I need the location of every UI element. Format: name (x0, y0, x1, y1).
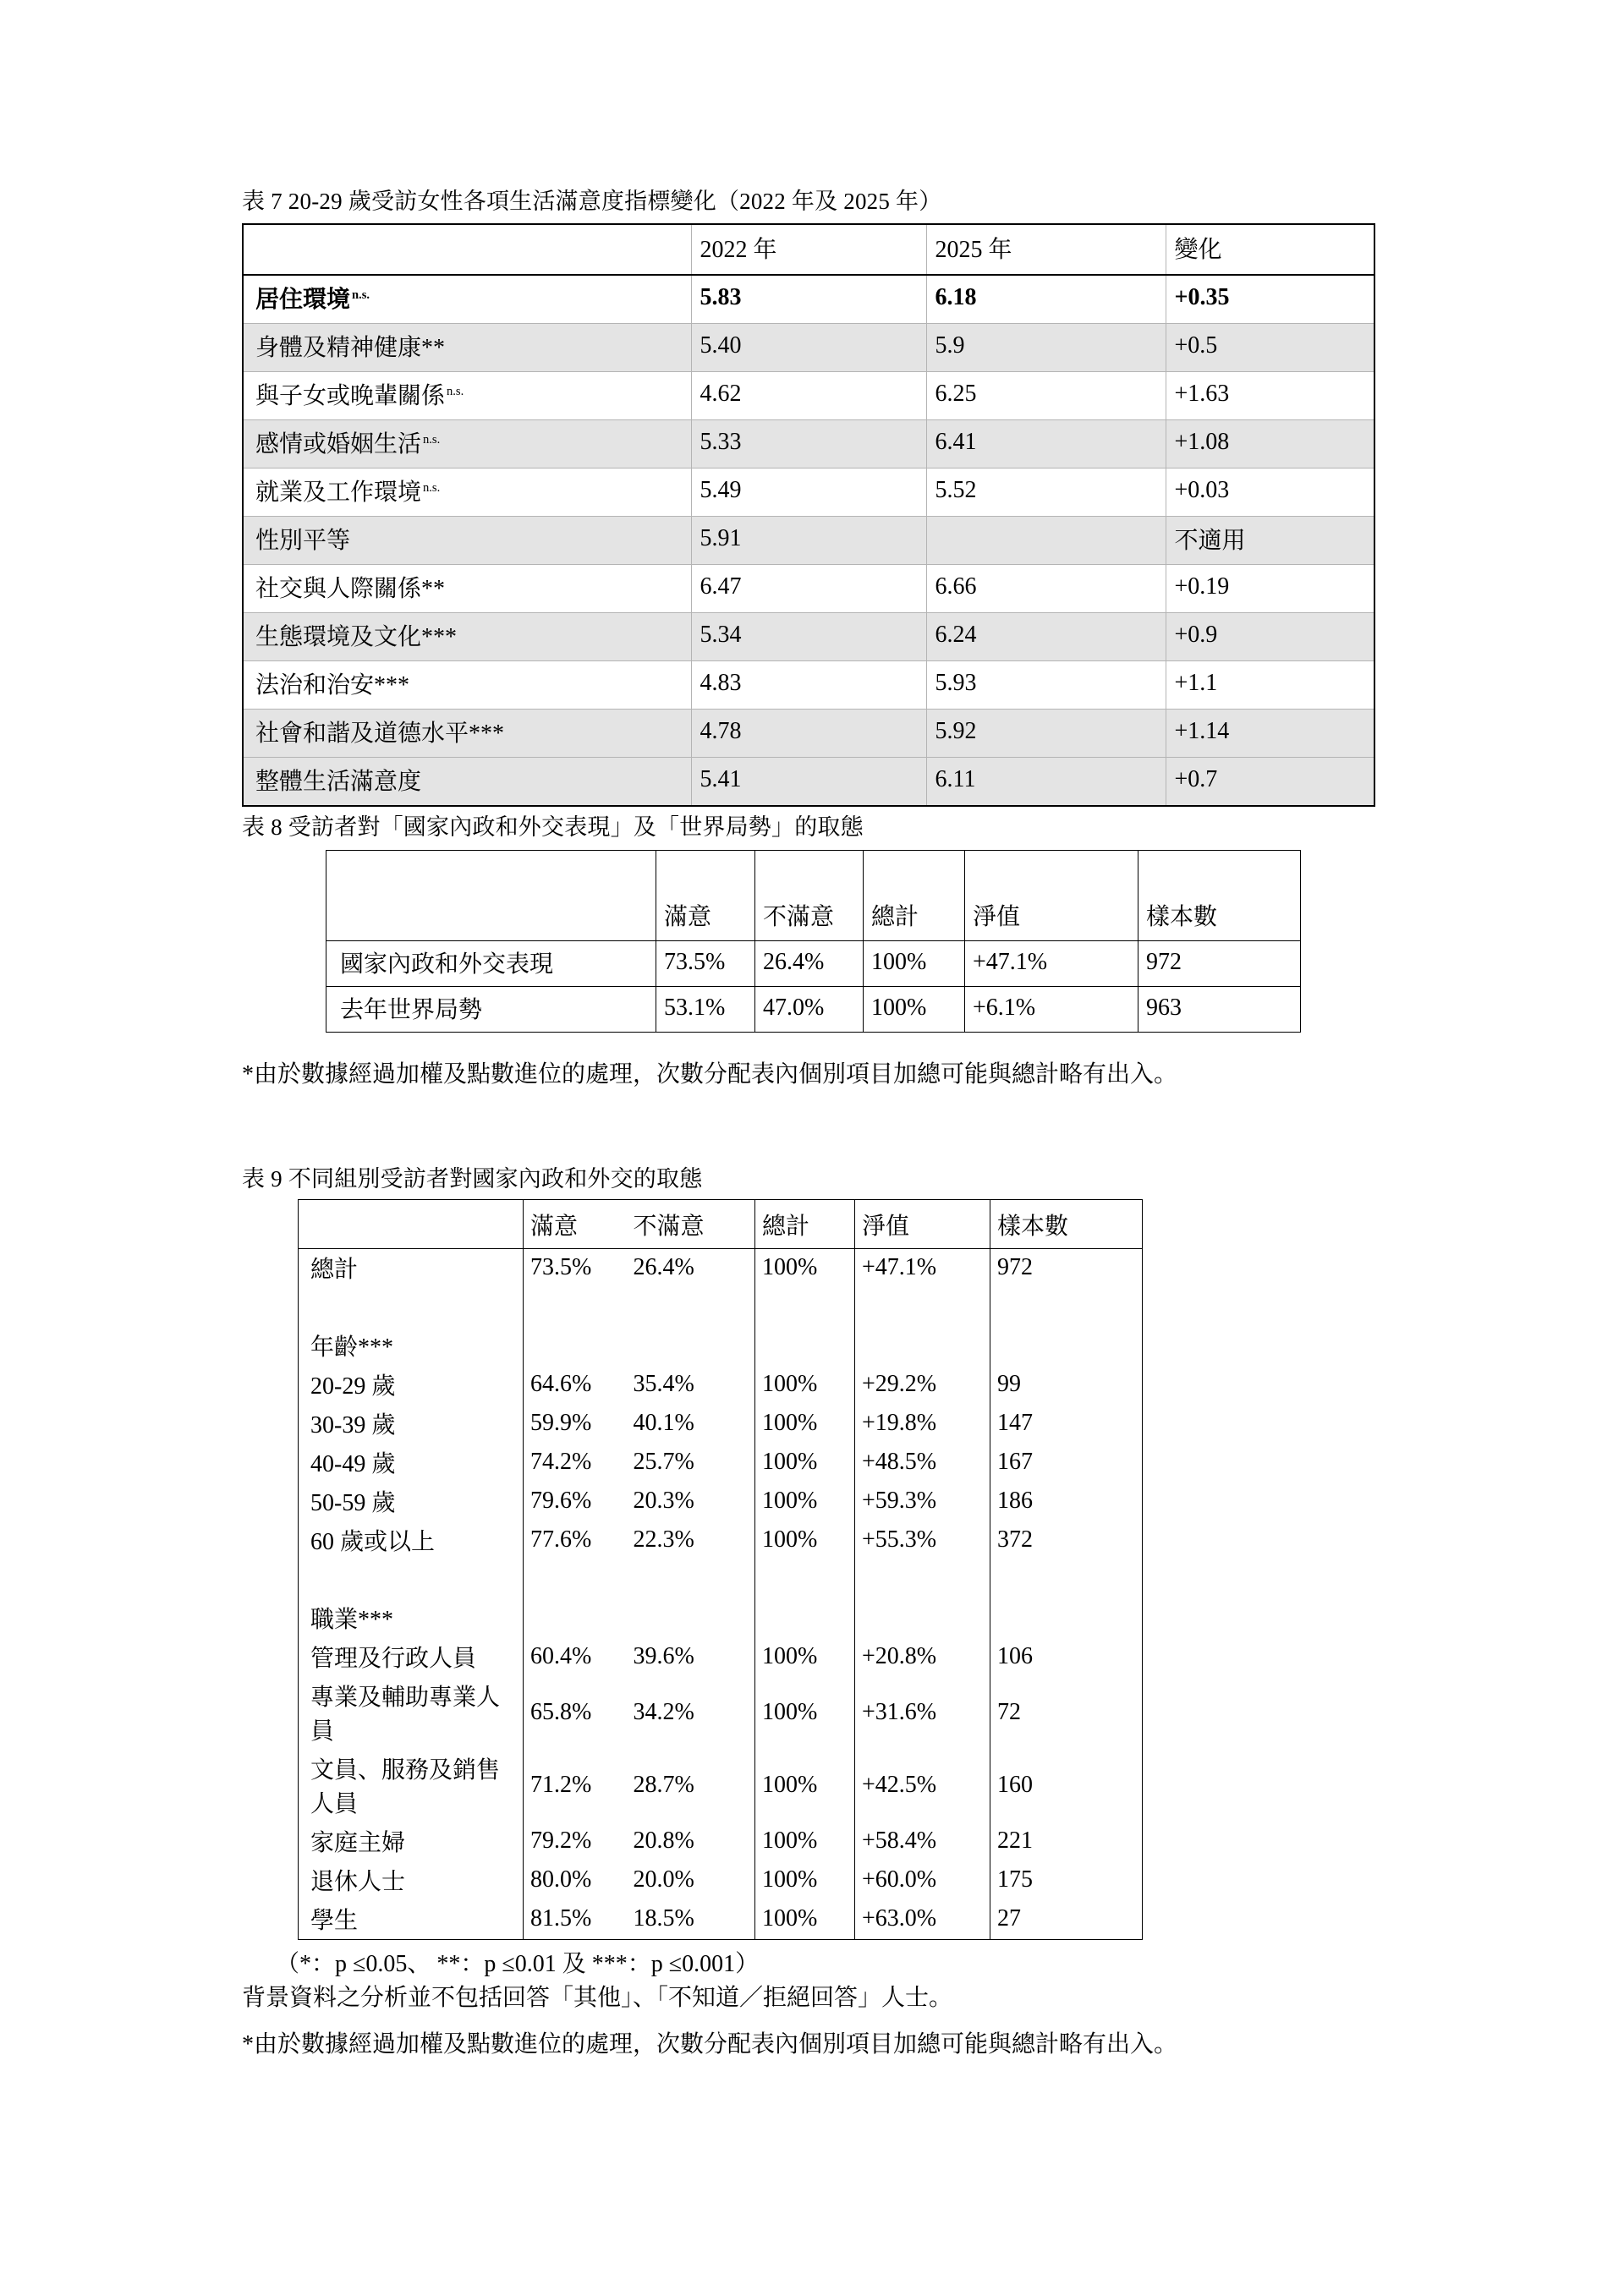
table9-cell-net (855, 1599, 990, 1638)
table7-cell-2022: 5.91 (691, 517, 926, 565)
table9-cell-dissatisfied (627, 1288, 755, 1327)
table7-row-label: 整體生活滿意度 (243, 758, 691, 807)
table9-col-header-net: 淨值 (855, 1200, 990, 1249)
table9-cell-dissatisfied: 20.0% (633, 1866, 694, 1893)
table9-cell-satisfied (524, 1288, 627, 1327)
table9-cell-total: 100% (755, 1444, 855, 1482)
table9-cell-satisfied: 79.2% (524, 1822, 627, 1861)
table8-header-row (326, 851, 1301, 941)
table7-row-label: 身體及精神健康** (243, 324, 691, 372)
table9-cell-net: +31.6% (855, 1677, 990, 1750)
table7-cell-2025: 6.66 (926, 565, 1166, 613)
table9-cell-satisfied: 71.2% (524, 1750, 627, 1822)
table8-note: *由於數據經過加權及點數進位的處理，次數分配表內個別項目加總可能與總計略有出入。 (242, 1061, 1178, 1088)
table9-cell-dissatisfied: 40.1% (633, 1410, 694, 1436)
table7-row-label: 居住環境 $^{n.s.}$ (243, 275, 691, 324)
table9-cell-n: 372 (990, 1521, 1143, 1560)
table7-caption: 表 7 20-29 歲受訪女性各項生活滿意度指標變化（2022 年及 2025 年） (242, 189, 942, 214)
table9-cell-n: 106 (990, 1638, 1143, 1677)
table8-cell-dissatisfied: 47.0% (755, 987, 864, 1033)
table9-cell-n: 160 (990, 1750, 1143, 1822)
table9-cell-n: 167 (990, 1444, 1143, 1482)
table-row (299, 1638, 1143, 1677)
table9-cell-satisfied: 60.4% (524, 1638, 627, 1677)
table9-cell-n (990, 1288, 1143, 1327)
table7-row-label: 社交與人際關係** (243, 565, 691, 613)
table-row (299, 1900, 1143, 1940)
table7-col-header-change: 變化 (1166, 224, 1374, 275)
table9-cell-dissatisfied (627, 1560, 755, 1599)
table-row (299, 1822, 1143, 1861)
table7-cell-2022: 6.47 (691, 565, 926, 613)
table7-col-header-2022: 2022 年 (691, 224, 926, 275)
table9-row-label: 40-49 歲 (310, 1451, 396, 1477)
table7-cell-2022: 5.34 (691, 613, 926, 661)
table8-cell-n: 963 (1138, 987, 1301, 1033)
table9-cell-satisfied: 74.2% (524, 1444, 627, 1482)
significance-marker: n.s. (447, 384, 464, 398)
table7-row-label: 與子女或晚輩關係 $^{n.s.}$ (243, 372, 691, 420)
table7-row-label: 法治和治安*** (243, 661, 691, 710)
table9-row-label: 專業及輔助專業人員 (310, 1685, 501, 1745)
table7-cell-2025: 5.92 (926, 710, 1166, 758)
table9-cell-satisfied: 80.0% (524, 1861, 627, 1900)
table9-cell-n (990, 1560, 1143, 1599)
table9-cell-total: 100% (755, 1521, 855, 1560)
table9-cell-n: 72 (990, 1677, 1143, 1750)
table8-row-label: 去年世界局勢 (326, 987, 656, 1033)
table9-cell-total (755, 1327, 855, 1366)
table8-body (326, 941, 1301, 1033)
table7-header (243, 224, 1374, 275)
table9-cell-total (755, 1288, 855, 1327)
table8-cell-total: 100% (864, 987, 965, 1033)
table9-significance-note: （*：p ≤0.05、 **：p ≤0.01 及 ***：p ≤0.001） (276, 1951, 760, 1977)
table7-cell-2022: 4.78 (691, 710, 926, 758)
table7-cell-2025: 6.25 (926, 372, 1166, 420)
table-row (243, 710, 1374, 758)
table9-cell-dissatisfied: 26.4% (633, 1254, 694, 1280)
table9-row-label (299, 1560, 524, 1599)
table9-row-label: 管理及行政人員 (310, 1646, 477, 1672)
table8-cell-dissatisfied: 26.4% (755, 941, 864, 987)
table-row (299, 1405, 1143, 1444)
table-row (243, 613, 1374, 661)
table9-cell-dissatisfied: 20.8% (633, 1827, 694, 1854)
table7-cell-change: +0.9 (1166, 613, 1374, 661)
table8-col-header-dissatisfied: 不滿意 (755, 851, 864, 941)
table8-container (326, 850, 1301, 1033)
table7-cell-2022: 5.40 (691, 324, 926, 372)
table7-cell-2025: 5.9 (926, 324, 1166, 372)
table9-cell-total: 100% (755, 1482, 855, 1521)
table7-cell-change: +1.63 (1166, 372, 1374, 420)
table9-cell-satisfied: 64.6% (524, 1366, 627, 1405)
table-row (326, 941, 1301, 987)
table9-note-2: *由於數據經過加權及點數進位的處理，次數分配表內個別項目加總可能與總計略有出入。 (242, 2031, 1178, 2058)
table9-header-row (299, 1200, 1143, 1249)
table-row (243, 758, 1374, 807)
table-row (243, 517, 1374, 565)
table9-cell-net: +29.2% (855, 1366, 990, 1405)
table9-spacer-row (299, 1560, 1143, 1599)
table9-cell-n: 972 (990, 1249, 1143, 1289)
table9-cell-net: +63.0% (855, 1900, 990, 1940)
table9-cell-total: 100% (755, 1861, 855, 1900)
table9-cell-total: 100% (755, 1249, 855, 1289)
table9-cell-total: 100% (755, 1405, 855, 1444)
table9 (298, 1199, 1143, 1940)
table7-cell-2022: 5.33 (691, 420, 926, 469)
table9-cell-total: 100% (755, 1638, 855, 1677)
table9-cell-n: 175 (990, 1861, 1143, 1900)
table9-row-label: 年齡*** (310, 1334, 394, 1361)
table9-cell-satisfied: 81.5% (524, 1900, 627, 1940)
table-row (243, 275, 1374, 324)
table-row (243, 469, 1374, 517)
table9-spacer-row (299, 1288, 1143, 1327)
table-row (299, 1444, 1143, 1482)
table9-cell-n: 186 (990, 1482, 1143, 1521)
table9-cell-total: 100% (755, 1900, 855, 1940)
table-row (243, 661, 1374, 710)
table9-cell-net: +47.1% (855, 1249, 990, 1289)
table9-cell-n (990, 1327, 1143, 1366)
table7-cell-2025: 6.18 (926, 275, 1166, 324)
significance-marker: n.s. (423, 432, 441, 447)
table9-row-label: 30-39 歲 (310, 1412, 396, 1438)
table9-row-label: 退休人士 (310, 1869, 406, 1895)
table9-cell-net: +59.3% (855, 1482, 990, 1521)
table9-cell-dissatisfied: 20.3% (633, 1488, 694, 1514)
table9-cell-total: 100% (755, 1750, 855, 1822)
table7-cell-change: +0.35 (1166, 275, 1374, 324)
table9-col-header-n: 樣本數 (990, 1200, 1143, 1249)
table7-col-header-2025: 2025 年 (926, 224, 1166, 275)
table8-cell-total: 100% (864, 941, 965, 987)
table9-cell-total: 100% (755, 1677, 855, 1750)
table9-cell-satisfied (524, 1327, 627, 1366)
table9-cell-total (755, 1599, 855, 1638)
table-row (299, 1366, 1143, 1405)
table9-cell-satisfied: 79.6% (524, 1482, 627, 1521)
table7-cell-2025 (926, 517, 1166, 565)
table9-group-row (299, 1327, 1143, 1366)
table9-cell-net: +55.3% (855, 1521, 990, 1560)
table-row (299, 1677, 1143, 1750)
table9-cell-dissatisfied: 28.7% (633, 1772, 694, 1798)
table9-container (298, 1199, 1143, 1940)
table9-col-header-dissatisfied: 不滿意 (627, 1200, 755, 1249)
table9-header (299, 1200, 1143, 1249)
table9-cell-n (990, 1599, 1143, 1638)
table9-cell-net (855, 1288, 990, 1327)
table8 (326, 850, 1301, 1033)
table-row (299, 1482, 1143, 1521)
table9-cell-dissatisfied: 18.5% (627, 1900, 755, 1940)
table9-cell-satisfied (524, 1599, 627, 1638)
table7-cell-2022: 5.49 (691, 469, 926, 517)
table7-cell-2025: 6.24 (926, 613, 1166, 661)
table9-row-label: 50-59 歲 (310, 1490, 396, 1516)
table9-cell-total (755, 1560, 855, 1599)
table7-row-label: 性別平等 (243, 517, 691, 565)
table9-row-label: 學生 (299, 1900, 524, 1940)
table9-row-label: 20-29 歲 (310, 1373, 396, 1400)
table8-header (326, 851, 1301, 941)
table7-col-header-label (243, 224, 691, 275)
table7-cell-change: +0.19 (1166, 565, 1374, 613)
table7-container (242, 223, 1375, 807)
table9-cell-satisfied: 59.9% (524, 1405, 627, 1444)
table8-row-label: 國家內政和外交表現 (326, 941, 656, 987)
table-row (299, 1249, 1143, 1289)
table8-cell-net: +6.1% (965, 987, 1138, 1033)
table9-cell-net: +60.0% (855, 1861, 990, 1900)
table9-cell-dissatisfied: 35.4% (633, 1371, 694, 1397)
table9-caption: 表 9 不同組別受訪者對國家內政和外交的取態 (242, 1166, 703, 1192)
table7-row-label: 生態環境及文化*** (243, 613, 691, 661)
table-row (299, 1521, 1143, 1560)
significance-marker: n.s. (423, 480, 441, 495)
table7-cell-change: +1.14 (1166, 710, 1374, 758)
table8-caption: 表 8 受訪者對「國家內政和外交表現」及「世界局勢」的取態 (242, 814, 864, 840)
table9-body (299, 1249, 1143, 1940)
table7-row-label: 社會和諧及道德水平*** (243, 710, 691, 758)
table7-cell-2022: 5.83 (691, 275, 926, 324)
table7-cell-2022: 5.41 (691, 758, 926, 807)
table7-row-label: 感情或婚姻生活 $^{n.s.}$ (243, 420, 691, 469)
table9-cell-dissatisfied (627, 1599, 755, 1638)
table7-cell-2022: 4.83 (691, 661, 926, 710)
table7-cell-2025: 6.11 (926, 758, 1166, 807)
table9-col-header-total: 總計 (755, 1200, 855, 1249)
table8-cell-n: 972 (1138, 941, 1301, 987)
table9-cell-dissatisfied: 22.3% (633, 1526, 694, 1553)
table-row (243, 420, 1374, 469)
table8-col-header-satisfied: 滿意 (656, 851, 755, 941)
table9-col-header-satisfied: 滿意 (524, 1200, 627, 1249)
table9-row-label: 職業*** (310, 1607, 394, 1633)
significance-marker: n.s. (352, 288, 370, 302)
table9-col-header-label (299, 1200, 524, 1249)
table-row (326, 987, 1301, 1033)
table9-cell-dissatisfied: 25.7% (633, 1449, 694, 1475)
table8-col-header-total: 總計 (864, 851, 965, 941)
table7 (242, 223, 1375, 807)
table8-cell-satisfied: 53.1% (656, 987, 755, 1033)
table7-body (243, 275, 1374, 806)
table7-cell-2025: 6.41 (926, 420, 1166, 469)
table-row (243, 565, 1374, 613)
table9-cell-net: +48.5% (855, 1444, 990, 1482)
table8-col-header-label (326, 851, 656, 941)
table9-row-label: 總計 (310, 1257, 359, 1283)
table7-row-label: 就業及工作環境 $^{n.s.}$ (243, 469, 691, 517)
table-row (243, 324, 1374, 372)
table9-row-label: 文員、服務及銷售人員 (310, 1757, 501, 1817)
table7-cell-2025: 5.93 (926, 661, 1166, 710)
table9-group-row (299, 1599, 1143, 1638)
table7-cell-change: +0.5 (1166, 324, 1374, 372)
table7-cell-2022: 4.62 (691, 372, 926, 420)
table9-row-label: 家庭主婦 (310, 1830, 406, 1856)
table9-cell-net: +58.4% (855, 1822, 990, 1861)
table7-cell-change: +0.7 (1166, 758, 1374, 807)
table9-cell-total: 100% (755, 1822, 855, 1861)
table9-cell-n: 99 (990, 1366, 1143, 1405)
table-row (243, 372, 1374, 420)
table7-cell-change: +0.03 (1166, 469, 1374, 517)
table7-cell-change: +1.08 (1166, 420, 1374, 469)
table9-cell-dissatisfied: 34.2% (633, 1699, 694, 1725)
table9-cell-net: +20.8% (855, 1638, 990, 1677)
table9-cell-satisfied: 77.6% (524, 1521, 627, 1560)
table9-cell-dissatisfied: 39.6% (633, 1643, 694, 1669)
table8-col-header-n: 樣本數 (1138, 851, 1301, 941)
table9-cell-satisfied: 73.5% (524, 1249, 627, 1289)
table9-cell-dissatisfied (627, 1327, 755, 1366)
table9-row-label (299, 1288, 524, 1327)
table9-cell-total: 100% (755, 1366, 855, 1405)
table8-cell-net: +47.1% (965, 941, 1138, 987)
table9-cell-net: +19.8% (855, 1405, 990, 1444)
table-row (299, 1861, 1143, 1900)
table9-note-1: 背景資料之分析並不包括回答「其他」、「不知道／拒絕回答」人士。 (242, 1985, 953, 2011)
table9-cell-n: 221 (990, 1822, 1143, 1861)
table9-cell-net (855, 1327, 990, 1366)
table7-cell-2025: 5.52 (926, 469, 1166, 517)
table8-col-header-net: 淨值 (965, 851, 1138, 941)
table7-header-row (243, 224, 1374, 275)
table8-cell-satisfied: 73.5% (656, 941, 755, 987)
table9-cell-n: 27 (990, 1900, 1143, 1940)
table9-cell-satisfied: 65.8% (524, 1677, 627, 1750)
table9-cell-n: 147 (990, 1405, 1143, 1444)
table9-cell-net: +42.5% (855, 1750, 990, 1822)
table9-row-label: 60 歲或以上 (310, 1529, 436, 1555)
table7-cell-change: +1.1 (1166, 661, 1374, 710)
table9-cell-satisfied (524, 1560, 627, 1599)
table9-cell-net (855, 1560, 990, 1599)
table-row (299, 1750, 1143, 1822)
table7-cell-change: 不適用 (1166, 517, 1374, 565)
